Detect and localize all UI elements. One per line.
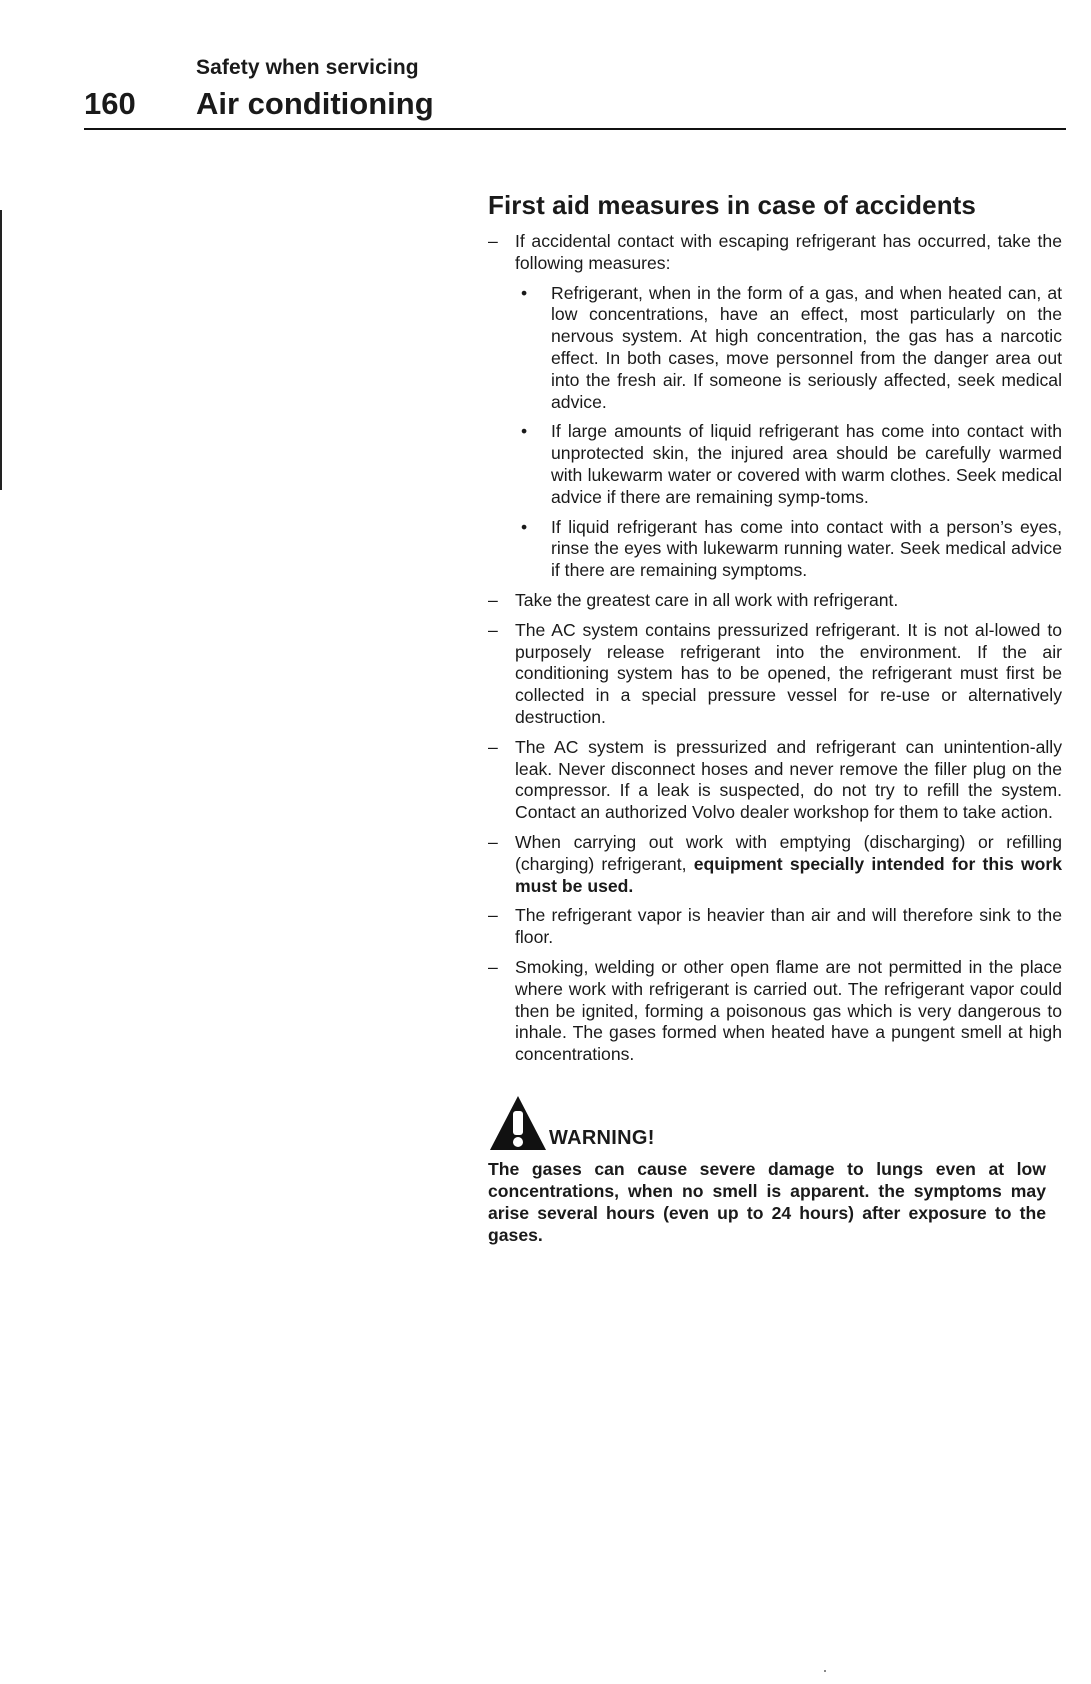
main-content (488, 190, 1062, 1246)
list-item (488, 620, 1062, 729)
page-title: First aid measures in case of accidents (488, 190, 976, 220)
warning-box (488, 1092, 1062, 1246)
bullet-item (515, 517, 1062, 582)
binding-edge-line (0, 210, 2, 490)
warning-title: WARNING! (549, 1126, 655, 1149)
chapter-title: Air conditioning (196, 86, 434, 121)
list-item-text: The AC system is pressurized and refrigerant can unintention-ally leak. Never disconnect hoses and never remove the filler plug on the compressor. If a leak is suspected, do not try to refill the system. Contact an authorized Volvo dealer workshop for them to take action. (515, 736, 1062, 823)
warning-triangle-icon (488, 1094, 548, 1152)
list-item-emphasis: equipment specially intended for this work must be used. (515, 853, 1063, 896)
bullet-marker: • (521, 516, 528, 537)
page-number: 160 (84, 86, 136, 121)
list-item (488, 905, 1062, 949)
list-item (488, 737, 1062, 824)
list-item-text: Take the greatest care in all work with refrigerant. (515, 589, 899, 610)
warning-header (488, 1092, 1062, 1152)
warning-text: The gases can cause severe damage to lungs even at low concentrations, when no smell is apparent. the symptoms may arise several hours (even up to 24 hours) after exposure to the gases. (488, 1158, 1046, 1245)
bullet-marker: • (521, 282, 528, 303)
list-item-text: Smoking, welding or other open flame are not permitted in the place where work with refrigerant is carried out. The refrigerant vapor could then be ignited, forming a poisonous gas which is very dangerous to inhale. The gases formed when heated have a pungent smell at high concentrations. (515, 956, 1062, 1065)
dash-marker: – (488, 956, 498, 977)
list-item (488, 231, 1062, 582)
dash-marker: – (488, 831, 498, 852)
bullet-text: If liquid refrigerant has come into contact with a person’s eyes, rinse the eyes with lukewarm running water. Seek medical advice if there are remaining symptoms. (551, 516, 1062, 581)
bullet-list (515, 283, 1062, 582)
list-item (488, 832, 1062, 897)
list-item-text: If accidental contact with escaping refrigerant has occurred, take the following measures: (515, 231, 1062, 273)
dash-marker: – (488, 736, 498, 757)
bullet-item (515, 421, 1062, 508)
list-item-text: The AC system contains pressurized refrigerant. It is not al-lowed to purposely release refrigerant into the environment. If the air conditioning system has to be opened, the refrigerant must first be collected in a special pressure vessel for re-use or alternatively destruction. (515, 619, 1062, 727)
dash-marker: – (488, 231, 498, 251)
list-item (488, 957, 1062, 1066)
dash-marker: – (488, 619, 498, 640)
section-label: Safety when servicing (196, 56, 419, 79)
list-item-text: When carrying out work with emptying (discharging) or refilling (charging) refrigerant, (515, 831, 1062, 874)
bullet-text: Refrigerant, when in the form of a gas, and when heated can, at low concentrations, have an effect, most particularly on the nervous system. At high concentration, the gas has a narcotic effect. In both cases, move personnel from the danger area out into the fresh air. If someone is seriously affected, seek medical advice. (551, 282, 1062, 412)
scan-speck (824, 1670, 826, 1672)
bullet-marker: • (521, 421, 528, 442)
dash-marker: – (488, 589, 498, 610)
measures-list (488, 231, 1062, 1066)
list-item (488, 590, 1062, 612)
dash-marker: – (488, 905, 498, 926)
bullet-text: If large amounts of liquid refrigerant has come into contact with unprotected skin, the injured area should be carefully warmed with lukewarm water or covered with warm clothes. Seek medical advice if there are remaining symp-toms. (551, 421, 1062, 507)
bullet-item (515, 283, 1062, 414)
list-item-text: The refrigerant vapor is heavier than air and will therefore sink to the floor. (515, 905, 1062, 948)
header-rule (84, 128, 1066, 130)
